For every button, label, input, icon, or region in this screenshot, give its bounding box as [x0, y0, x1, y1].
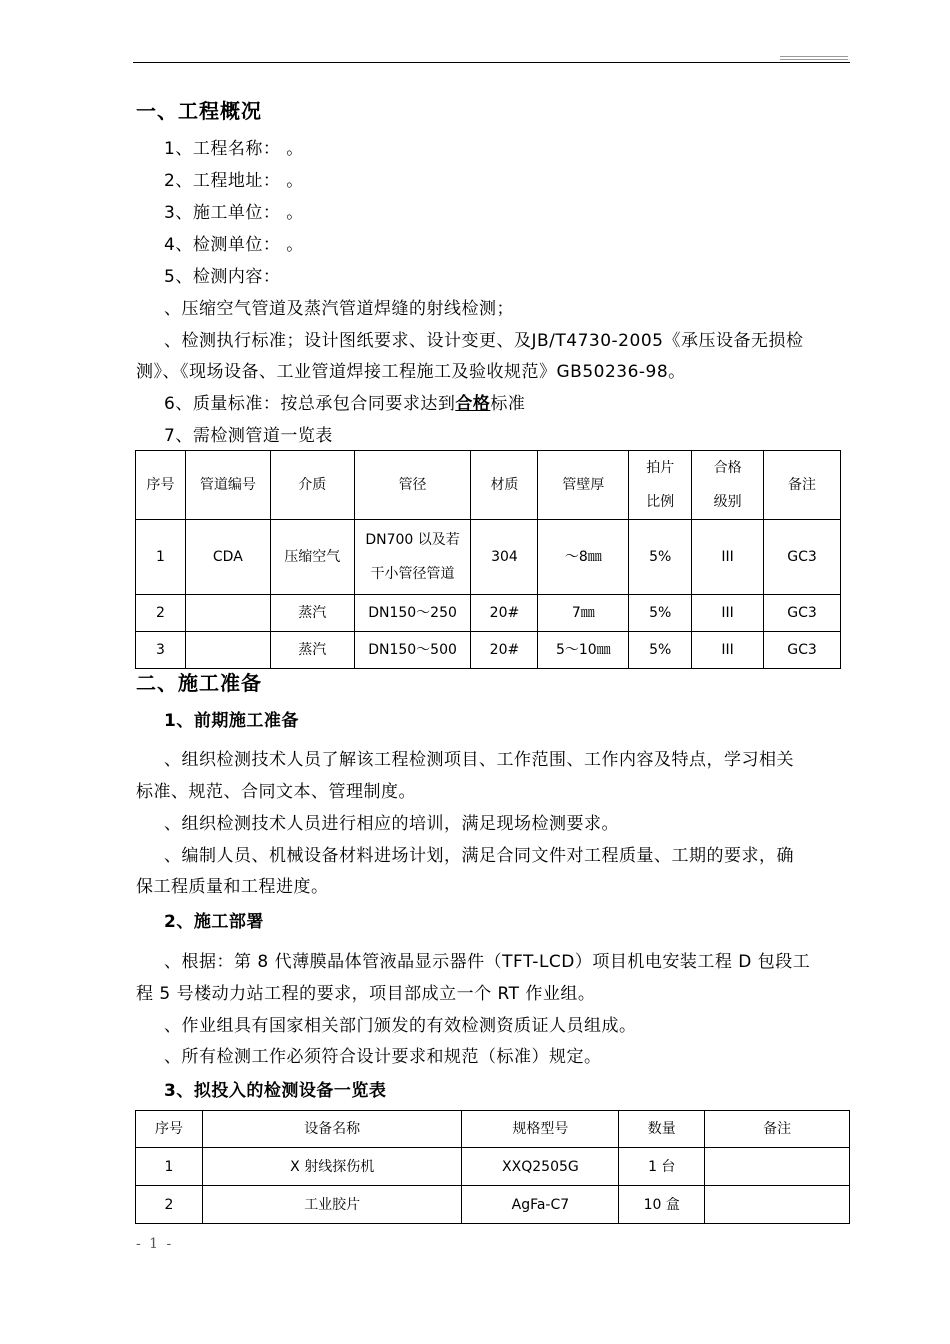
table-cell: 1 [136, 1148, 203, 1186]
table-cell: ～8㎜ [538, 520, 629, 595]
paragraph-4-line2: 程 5 号楼动力站工程的要求，项目部成立一个 RT 作业组。 [136, 984, 596, 1004]
inspection-content-text: 、压缩空气管道及蒸汽管道焊缝的射线检测； [164, 299, 514, 319]
table-header-row [136, 1111, 850, 1148]
project-address-item: 2、工程地址： 。 [164, 171, 304, 191]
table-row [136, 632, 841, 669]
paragraph-3-line1: 、编制人员、机械设备材料进场计划，满足合同文件对工程质量、工期的要求，确 [164, 846, 794, 866]
standard-text-line1: 、检测执行标准；设计图纸要求、设计变更、及JB/T4730-2005《承压设备无损检 [164, 331, 804, 351]
table-cell: GC3 [764, 595, 841, 632]
header-cell: 规格型号 [462, 1111, 619, 1148]
table-row [136, 1148, 850, 1186]
table-cell: 5% [629, 632, 692, 669]
table-cell: CDA [185, 520, 270, 595]
header-cell: 序号 [136, 451, 186, 520]
quality-suffix: 标准 [490, 394, 526, 414]
subheading-equipment: 3、拟投入的检测设备一览表 [164, 1081, 387, 1101]
table-cell: 蒸汽 [270, 595, 354, 632]
table-header-row [136, 451, 841, 520]
equipment-table [135, 1110, 850, 1224]
paragraph-6: 、所有检测工作必须符合设计要求和规范（标准）规定。 [164, 1047, 602, 1067]
table-cell: DN700 以及若 干小管径管道 [354, 520, 471, 595]
table-cell: 2 [136, 595, 186, 632]
table-cell: III [692, 595, 764, 632]
paragraph-3-line2: 保工程质量和工程进度。 [136, 877, 329, 897]
pipe-inspection-table [135, 450, 841, 669]
quality-standard [164, 394, 525, 414]
table-cell: XXQ2505G [462, 1148, 619, 1186]
inspection-unit-item: 4、检测单位： 。 [164, 235, 304, 255]
table-cell: DN150～500 [354, 632, 471, 669]
header-cell: 拍片 比例 [629, 451, 692, 520]
table-row [136, 520, 841, 595]
table-cell: 3 [136, 632, 186, 669]
paragraph-4-line1: 、根据：第 8 代薄膜晶体管液晶显示器件（TFT-LCD）项目机电安装工程 D 包段工 [164, 952, 811, 972]
table-cell: III [692, 520, 764, 595]
table-cell: III [692, 632, 764, 669]
header-cell: 管径 [354, 451, 471, 520]
header-cell: 序号 [136, 1111, 203, 1148]
header-rule [133, 62, 850, 63]
header-mark [780, 56, 848, 57]
inspection-content-item: 5、检测内容： [164, 267, 281, 287]
construction-unit-item: 3、施工单位： 。 [164, 203, 304, 223]
table-row [136, 595, 841, 632]
page-number: - 1 - [136, 1236, 174, 1252]
quality-prefix: 6、质量标准：按总承包合同要求达到 [164, 394, 456, 414]
header-mark [780, 59, 848, 60]
paragraph-1-line2: 标准、规范、合同文本、管理制度。 [136, 782, 416, 802]
header-cell: 介质 [270, 451, 354, 520]
table-cell [705, 1186, 850, 1224]
header-cell: 设备名称 [202, 1111, 462, 1148]
table-cell: DN150～250 [354, 595, 471, 632]
table-cell [185, 632, 270, 669]
table-cell: 2 [136, 1186, 203, 1224]
header-cell: 材质 [471, 451, 538, 520]
section-heading-preparation: 二、施工准备 [136, 671, 262, 695]
table-cell: 20# [471, 632, 538, 669]
subheading-deployment: 2、施工部署 [164, 912, 264, 932]
paragraph-5: 、作业组具有国家相关部门颁发的有效检测资质证人员组成。 [164, 1016, 637, 1036]
pipe-table-title: 7、需检测管道一览表 [164, 426, 333, 446]
table-cell: 304 [471, 520, 538, 595]
table-cell: 工业胶片 [202, 1186, 462, 1224]
table-cell: 5% [629, 520, 692, 595]
section-heading-overview: 一、工程概况 [136, 99, 262, 123]
table-cell: 压缩空气 [270, 520, 354, 595]
header-cell: 合格 级别 [692, 451, 764, 520]
header-cell: 管道编号 [185, 451, 270, 520]
table-cell: 蒸汽 [270, 632, 354, 669]
table-cell: AgFa-C7 [462, 1186, 619, 1224]
table-cell: GC3 [764, 520, 841, 595]
header-cell: 备注 [705, 1111, 850, 1148]
table-row [136, 1186, 850, 1224]
header-cell: 管壁厚 [538, 451, 629, 520]
table-cell: 5～10㎜ [538, 632, 629, 669]
project-name-item: 1、工程名称： 。 [164, 139, 304, 159]
table-cell: 20# [471, 595, 538, 632]
header-cell: 备注 [764, 451, 841, 520]
table-cell: 1 [136, 520, 186, 595]
table-cell: 5% [629, 595, 692, 632]
table-cell: X 射线探伤机 [202, 1148, 462, 1186]
header-cell: 数量 [619, 1111, 705, 1148]
paragraph-1-line1: 、组织检测技术人员了解该工程检测项目、工作范围、工作内容及特点，学习相关 [164, 750, 794, 770]
standard-text-line2: 测》、《现场设备、工业管道焊接工程施工及验收规范》GB50236-98。 [136, 362, 686, 382]
table-cell: GC3 [764, 632, 841, 669]
quality-emphasis: 合格 [455, 394, 491, 414]
subheading-early-preparation: 1、前期施工准备 [164, 711, 299, 731]
table-cell: 1 台 [619, 1148, 705, 1186]
table-cell: 7㎜ [538, 595, 629, 632]
table-cell [705, 1148, 850, 1186]
table-cell [185, 595, 270, 632]
paragraph-2: 、组织检测技术人员进行相应的培训，满足现场检测要求。 [164, 814, 619, 834]
table-cell: 10 盒 [619, 1186, 705, 1224]
